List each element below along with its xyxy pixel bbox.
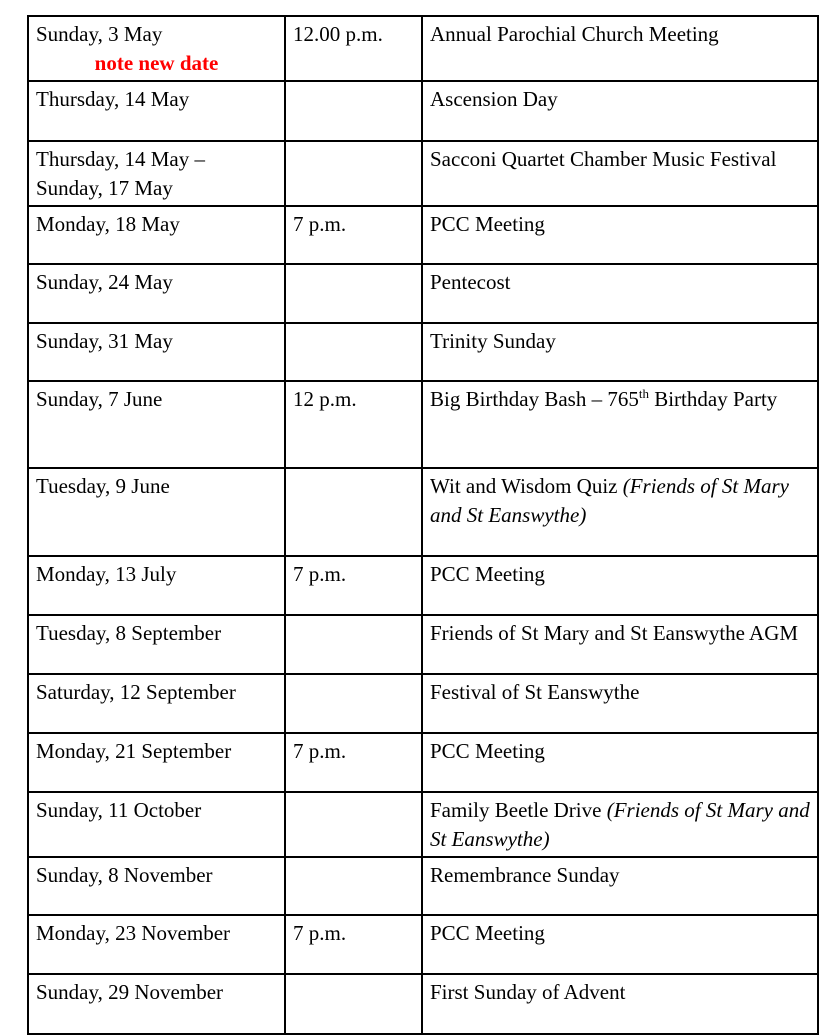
date-text: Sunday, 29 November bbox=[36, 980, 224, 1004]
event-text-italic: (Friends of St Mary and St Eanswythe) bbox=[430, 474, 789, 527]
event-cell bbox=[422, 915, 818, 974]
table-row bbox=[28, 381, 818, 468]
time-cell bbox=[285, 381, 422, 468]
time-cell bbox=[285, 206, 422, 264]
time-cell bbox=[285, 556, 422, 615]
event-cell bbox=[422, 674, 818, 733]
table-row bbox=[28, 323, 818, 381]
date-cell bbox=[28, 974, 285, 1034]
event-text: Wit and Wisdom Quiz bbox=[430, 474, 623, 498]
date-text: Tuesday, 8 September bbox=[36, 621, 222, 645]
time-cell bbox=[285, 857, 422, 915]
ordinal-suffix: th bbox=[638, 386, 649, 401]
event-text: Ascension Day bbox=[430, 87, 558, 111]
event-text: First Sunday of Advent bbox=[430, 980, 626, 1004]
event-text-rest: Birthday Party bbox=[648, 387, 778, 411]
event-text-italic: (Friends of St Mary and St Eanswythe) bbox=[430, 798, 810, 851]
time-cell bbox=[285, 974, 422, 1034]
table-row bbox=[28, 615, 818, 674]
time-cell bbox=[285, 323, 422, 381]
table-row bbox=[28, 141, 818, 206]
event-cell bbox=[422, 974, 818, 1034]
date-cell bbox=[28, 792, 285, 857]
date-cell bbox=[28, 674, 285, 733]
event-cell bbox=[422, 857, 818, 915]
date-text: Sunday, 3 May bbox=[36, 22, 163, 46]
date-cell bbox=[28, 264, 285, 323]
time-cell bbox=[285, 733, 422, 792]
event-text: Trinity Sunday bbox=[430, 329, 556, 353]
date-text: Sunday, 7 June bbox=[36, 387, 163, 411]
date-cell bbox=[28, 915, 285, 974]
table-row bbox=[28, 915, 818, 974]
time-cell bbox=[285, 16, 422, 81]
time-cell bbox=[285, 674, 422, 733]
event-cell bbox=[422, 323, 818, 381]
event-text: Remembrance Sunday bbox=[430, 863, 620, 887]
time-cell bbox=[285, 468, 422, 556]
event-text: Family Beetle Drive bbox=[430, 798, 607, 822]
date-cell bbox=[28, 733, 285, 792]
date-cell bbox=[28, 141, 285, 206]
event-text: PCC Meeting bbox=[430, 921, 545, 945]
date-cell bbox=[28, 556, 285, 615]
date-text: Tuesday, 9 June bbox=[36, 474, 170, 498]
date-cell bbox=[28, 323, 285, 381]
time-text: 7 p.m. bbox=[293, 212, 347, 236]
event-text: Big Birthday Bash – 765 bbox=[430, 387, 639, 411]
event-cell bbox=[422, 733, 818, 792]
event-text: PCC Meeting bbox=[430, 739, 545, 763]
table-row bbox=[28, 974, 818, 1034]
date-text: Sunday, 11 October bbox=[36, 798, 202, 822]
event-text: Annual Parochial Church Meeting bbox=[430, 22, 719, 46]
date-cell bbox=[28, 381, 285, 468]
table-row bbox=[28, 264, 818, 323]
table-row bbox=[28, 16, 818, 81]
date-cell bbox=[28, 615, 285, 674]
date-cell bbox=[28, 206, 285, 264]
time-cell bbox=[285, 615, 422, 674]
events-table bbox=[27, 15, 819, 1035]
event-text: Pentecost bbox=[430, 270, 511, 294]
table-row bbox=[28, 556, 818, 615]
time-cell bbox=[285, 792, 422, 857]
event-cell bbox=[422, 381, 818, 468]
time-text: 12.00 p.m. bbox=[293, 22, 383, 46]
time-cell bbox=[285, 141, 422, 206]
date-text: Sunday, 24 May bbox=[36, 270, 173, 294]
event-cell bbox=[422, 792, 818, 857]
event-cell bbox=[422, 468, 818, 556]
date-text: Sunday, 31 May bbox=[36, 329, 173, 353]
event-text: Festival of St Eanswythe bbox=[430, 680, 640, 704]
event-cell bbox=[422, 16, 818, 81]
table-row bbox=[28, 81, 818, 141]
table-row bbox=[28, 468, 818, 556]
event-text: Friends of St Mary and St Eanswythe AGM bbox=[430, 621, 799, 645]
date-text: Monday, 23 November bbox=[36, 921, 231, 945]
date-text: Sunday, 8 November bbox=[36, 863, 213, 887]
time-text: 7 p.m. bbox=[293, 739, 347, 763]
table-row bbox=[28, 674, 818, 733]
date-text: Monday, 13 July bbox=[36, 562, 177, 586]
date-note: note new date bbox=[94, 51, 219, 75]
date-cell bbox=[28, 468, 285, 556]
table-row bbox=[28, 206, 818, 264]
date-cell bbox=[28, 857, 285, 915]
date-text: Saturday, 12 September bbox=[36, 680, 236, 704]
event-cell bbox=[422, 615, 818, 674]
event-cell bbox=[422, 206, 818, 264]
date-text: Monday, 21 September bbox=[36, 739, 232, 763]
time-text: 12 p.m. bbox=[293, 387, 357, 411]
event-cell bbox=[422, 81, 818, 141]
event-cell bbox=[422, 141, 818, 206]
date-text-line2: Sunday, 17 May bbox=[36, 176, 173, 200]
event-text: PCC Meeting bbox=[430, 212, 545, 236]
event-text: PCC Meeting bbox=[430, 562, 545, 586]
time-cell bbox=[285, 915, 422, 974]
time-cell bbox=[285, 264, 422, 323]
time-cell bbox=[285, 81, 422, 141]
event-cell bbox=[422, 264, 818, 323]
date-text: Monday, 18 May bbox=[36, 212, 180, 236]
time-text: 7 p.m. bbox=[293, 562, 347, 586]
event-cell bbox=[422, 556, 818, 615]
time-text: 7 p.m. bbox=[293, 921, 347, 945]
date-text: Thursday, 14 May bbox=[36, 87, 190, 111]
event-text: Sacconi Quartet Chamber Music Festival bbox=[430, 147, 777, 171]
table-row bbox=[28, 857, 818, 915]
table-row bbox=[28, 792, 818, 857]
date-cell bbox=[28, 16, 285, 81]
date-cell bbox=[28, 81, 285, 141]
date-text: Thursday, 14 May – bbox=[36, 147, 205, 171]
table-row bbox=[28, 733, 818, 792]
